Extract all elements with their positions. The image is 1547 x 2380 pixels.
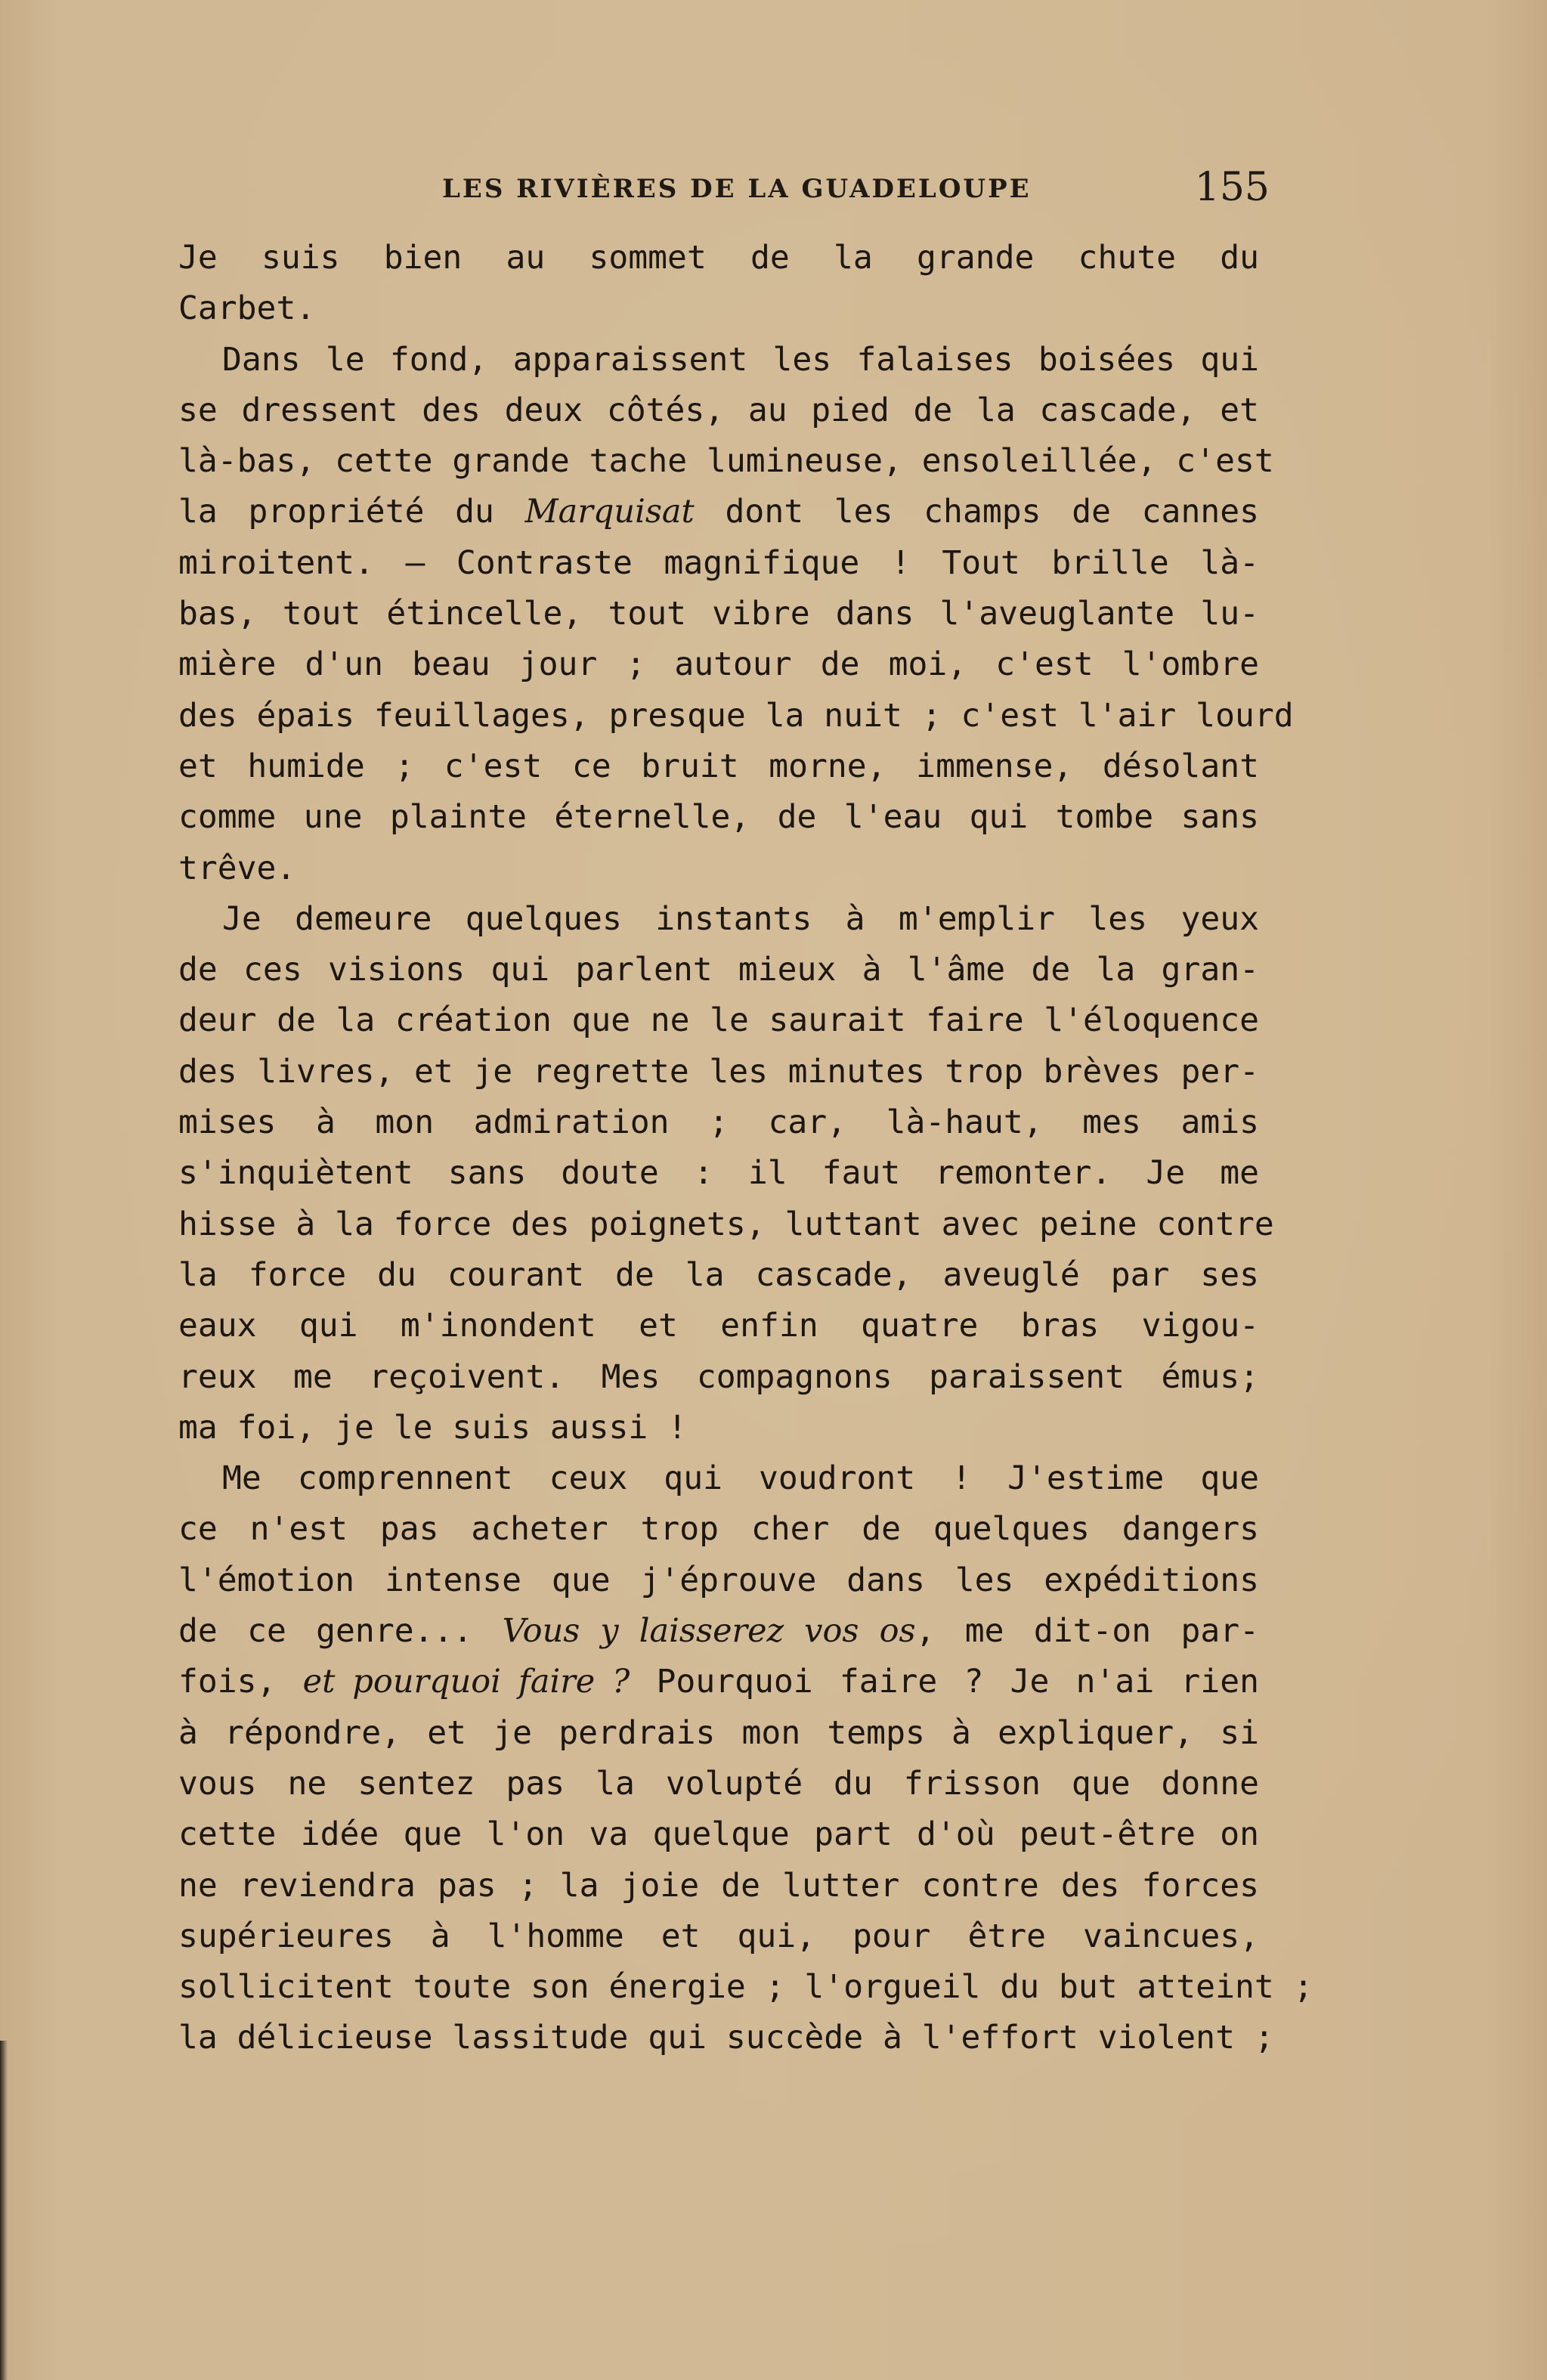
page-header: [423, 165, 1270, 216]
text-line: Me comprennent ceux qui voudront ! J'estime que: [222, 1459, 1259, 1498]
text-line: ce n'est pas acheter trop cher de quelques dangers: [178, 1510, 1259, 1549]
text-line: bas, tout étincelle, tout vibre dans l'aveuglante lu-: [178, 595, 1259, 633]
text-line: l'émotion intense que j'éprouve dans les expéditions: [178, 1561, 1259, 1599]
text-line: Dans le fond, apparaissent les falaises boisées qui: [222, 340, 1259, 379]
italic-phrase: et pourquoi faire ?: [302, 1663, 630, 1701]
italic-phrase: Vous y laisserez vos os: [502, 1612, 916, 1651]
text-line: ne reviendra pas ; la joie de lutter contre des forces: [178, 1866, 1259, 1905]
text-line: mière d'un beau jour ; autour de moi, c'est l'ombre: [178, 645, 1259, 684]
text-line: là-bas, cette grande tache lumineuse, ensoleillée, c'est: [178, 442, 1274, 481]
text-line: de ces visions qui parlent mieux à l'âme de la gran-: [178, 951, 1259, 989]
running-title: LES RIVIÈRES DE LA GUADELOUPE: [442, 174, 1032, 204]
text-line: Carbet.: [178, 289, 316, 328]
text-line: des épais feuillages, presque la nuit ; c'est l'air lourd: [178, 696, 1294, 735]
page-edge-shadow: [0, 2041, 8, 2380]
text-line: reux me reçoivent. Mes compagnons paraissent émus;: [178, 1357, 1259, 1396]
text-line: Je suis bien au sommet de la grande chute du: [178, 239, 1259, 277]
text-line: miroitent. — Contraste magnifique ! Tout brille là-: [178, 543, 1259, 582]
text-line: mises à mon admiration ; car, là-haut, mes amis: [178, 1103, 1259, 1142]
text-line: se dressent des deux côtés, au pied de la cascade, et: [178, 391, 1259, 429]
text-line: s'inquiètent sans doute : il faut remonter. Je me: [178, 1154, 1259, 1193]
text-line: ma foi, je le suis aussi !: [178, 1408, 688, 1447]
body-text: [178, 233, 1313, 2064]
text-line: Je demeure quelques instants à m'emplir les yeux: [222, 899, 1259, 938]
text-line: la délicieuse lassitude qui succède à l'effort violent ;: [178, 2019, 1274, 2057]
text-line: eaux qui m'inondent et enfin quatre bras vigou-: [178, 1307, 1259, 1345]
text-line: à répondre, et je perdrais mon temps à expliquer, si: [178, 1713, 1259, 1752]
text-line: cette idée que l'on va quelque part d'où peut-être on: [178, 1815, 1259, 1854]
text-line: la propriété du Marquisat dont les champs de cannes: [178, 493, 1259, 531]
text-line: vous ne sentez pas la volupté du frisson que donne: [178, 1764, 1259, 1803]
text-line: et humide ; c'est ce bruit morne, immense, désolant: [178, 747, 1259, 785]
text-line: des livres, et je regrette les minutes trop brèves per-: [178, 1052, 1259, 1091]
text-line: hisse à la force des poignets, luttant avec peine contre: [178, 1205, 1274, 1243]
italic-term: Marquisat: [524, 493, 695, 531]
text-line: deur de la création que ne le saurait faire l'éloquence: [178, 1001, 1259, 1040]
text-line: comme une plainte éternelle, de l'eau qui tombe sans: [178, 798, 1259, 837]
text-line: trêve.: [178, 849, 296, 887]
text-line: la force du courant de la cascade, aveuglé par ses: [178, 1255, 1259, 1294]
text-line: fois, et pourquoi faire ? Pourquoi faire ? Je n'ai rien: [178, 1663, 1259, 1701]
text-line: de ce genre... Vous y laisserez vos os, me dit-on par-: [178, 1612, 1259, 1651]
text-line: sollicitent toute son énergie ; l'orgueil du but atteint ;: [178, 1968, 1313, 2007]
page-number: 155: [1194, 165, 1270, 210]
text-line: supérieures à l'homme et qui, pour être vaincues,: [178, 1917, 1259, 1955]
